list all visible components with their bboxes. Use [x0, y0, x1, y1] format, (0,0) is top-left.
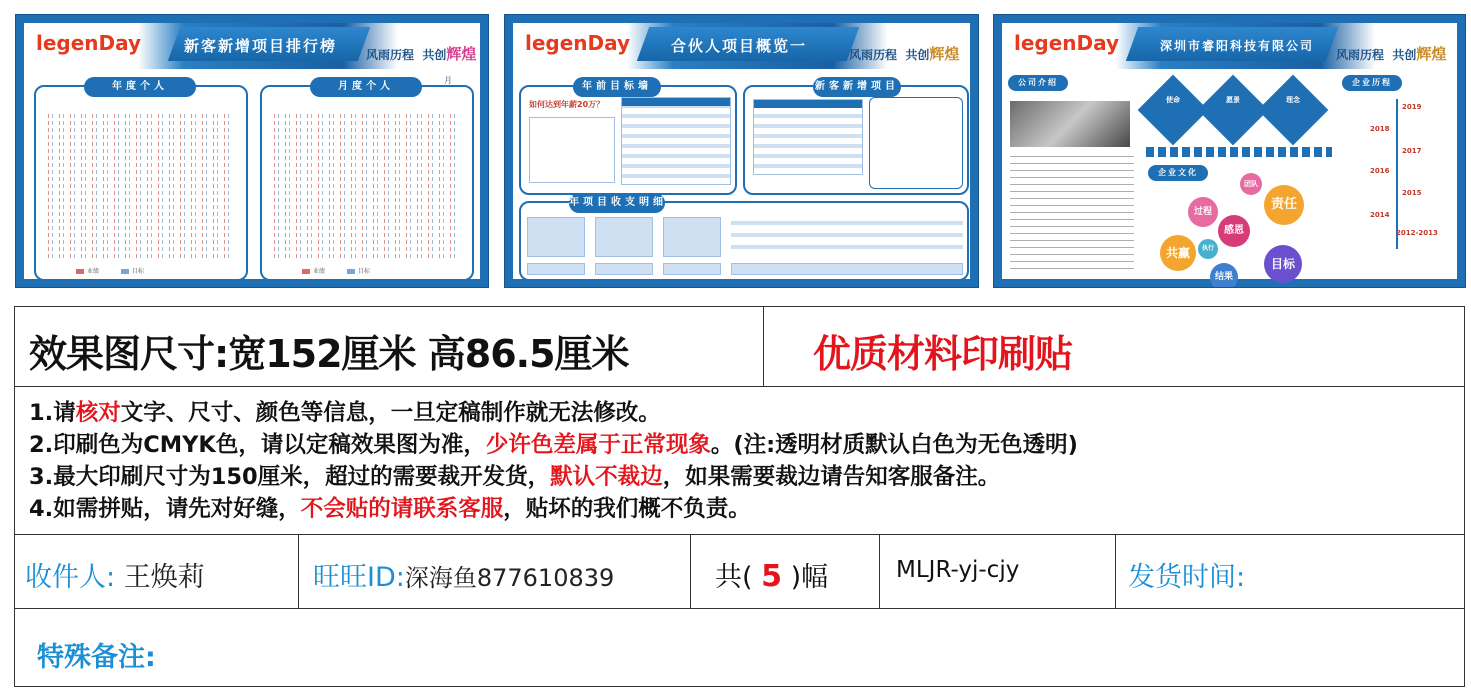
- income-detail-box: [519, 201, 969, 281]
- note-line: 1.请核对文字、尺寸、颜色等信息，一旦定稿制作就无法修改。: [29, 400, 661, 426]
- preview-strip: [0, 0, 1471, 300]
- recipient-cell: [15, 535, 299, 609]
- year-label: 2016: [1370, 167, 1390, 175]
- notes-row: [15, 387, 1464, 535]
- note-line: 4.如需拼贴，请先对好缝，不会贴的请联系客服，贴坏的我们概不负责。: [29, 496, 751, 522]
- month-suffix: 月: [444, 76, 452, 85]
- culture-circle: 共赢: [1160, 235, 1196, 271]
- panel-slogan: 风雨历程 共创辉煌: [849, 45, 960, 63]
- info-row: [15, 535, 1464, 609]
- target-wall-label: 年前目标墙: [573, 77, 661, 97]
- monthly-label: 月度个人: [310, 77, 422, 97]
- preview-panel-overview: [504, 14, 979, 288]
- company-photo: [1010, 101, 1130, 147]
- count-cell: 共( 5 )幅: [691, 535, 880, 609]
- ship-time-cell: [1116, 535, 1466, 609]
- wangwang-label: 旺旺ID:: [313, 562, 405, 593]
- vision-label: 愿景: [1226, 96, 1240, 104]
- panel-title: 深圳市睿阳科技有限公司: [1160, 39, 1315, 53]
- code-cell: [880, 535, 1116, 609]
- brand-logo: legenDay: [525, 31, 631, 55]
- intro-tag: 公司介绍: [1008, 75, 1068, 91]
- special-notes-label: 特殊备注:: [37, 642, 156, 673]
- culture-circle: 执行: [1198, 239, 1218, 259]
- culture-circle: 目标: [1264, 245, 1302, 283]
- size-spec: 效果图尺寸:宽152厘米 高86.5厘米: [29, 332, 629, 376]
- annual-label: 年度个人: [84, 77, 196, 97]
- year-label: 2012-2013: [1396, 229, 1438, 237]
- target-wall-box: 如何达到年薪20万？: [519, 85, 737, 195]
- income-detail-label: 年项目收支明细: [569, 193, 665, 213]
- brand-logo: legenDay: [36, 31, 142, 55]
- idea-label: 理念: [1286, 96, 1300, 104]
- culture-circle: 感恩: [1218, 215, 1250, 247]
- culture-tag: 企业文化: [1148, 165, 1208, 181]
- new-project-label: 新客新增项目: [813, 77, 901, 97]
- annual-ranking-box: 业绩 目标: [34, 85, 248, 281]
- panel-slogan: 风雨历程 共创辉煌: [1336, 45, 1447, 63]
- size-row: [15, 307, 1464, 387]
- wangwang-cell: [299, 535, 691, 609]
- material-label: 优质材料印刷贴: [813, 332, 1073, 376]
- preview-panel-company: [993, 14, 1466, 288]
- year-label: 2018: [1370, 125, 1390, 133]
- brand-logo: legenDay: [1014, 31, 1120, 55]
- history-tag: 企业历程: [1342, 75, 1402, 91]
- monthly-ranking-box: 业绩 目标: [260, 85, 474, 281]
- mission-label: 使命: [1166, 96, 1180, 104]
- note-line: 2.印刷色为CMYK色，请以定稿效果图为准，少许色差属于正常现象。(注:透明材质默认白色为无色透明): [29, 432, 1078, 458]
- note-line: 3.最大印刷尺寸为150厘米，超过的需要裁开发货，默认不裁边，如果需要裁边请告知客服备注。: [29, 464, 1001, 490]
- year-label: 2019: [1402, 103, 1422, 111]
- culture-circle: 团队: [1240, 173, 1262, 195]
- special-notes-row: [15, 609, 1464, 687]
- year-label: 2015: [1402, 189, 1422, 197]
- order-sheet: [14, 306, 1465, 687]
- ship-time-label: 发货时间:: [1128, 562, 1246, 593]
- panel-count: 5: [761, 559, 783, 594]
- culture-circle: 责任: [1264, 185, 1304, 225]
- recipient-label: 收件人:: [25, 562, 116, 593]
- culture-circle: 结果: [1210, 263, 1238, 288]
- wangwang-value: 深海鱼877610839: [404, 564, 615, 592]
- recipient-value: 王焕莉: [123, 562, 205, 593]
- order-code: MLJR-yj-cjy: [896, 557, 1020, 583]
- culture-circle: 过程: [1188, 197, 1218, 227]
- year-label: 2017: [1402, 147, 1422, 155]
- panel-slogan: 风雨历程 共创辉煌: [366, 45, 477, 63]
- new-project-box: [743, 85, 969, 195]
- panel-title: 新客新增项目排行榜: [184, 37, 338, 55]
- preview-panel-ranking: [15, 14, 489, 288]
- panel-title: 合伙人项目概览一: [671, 37, 808, 55]
- year-label: 2014: [1370, 211, 1390, 219]
